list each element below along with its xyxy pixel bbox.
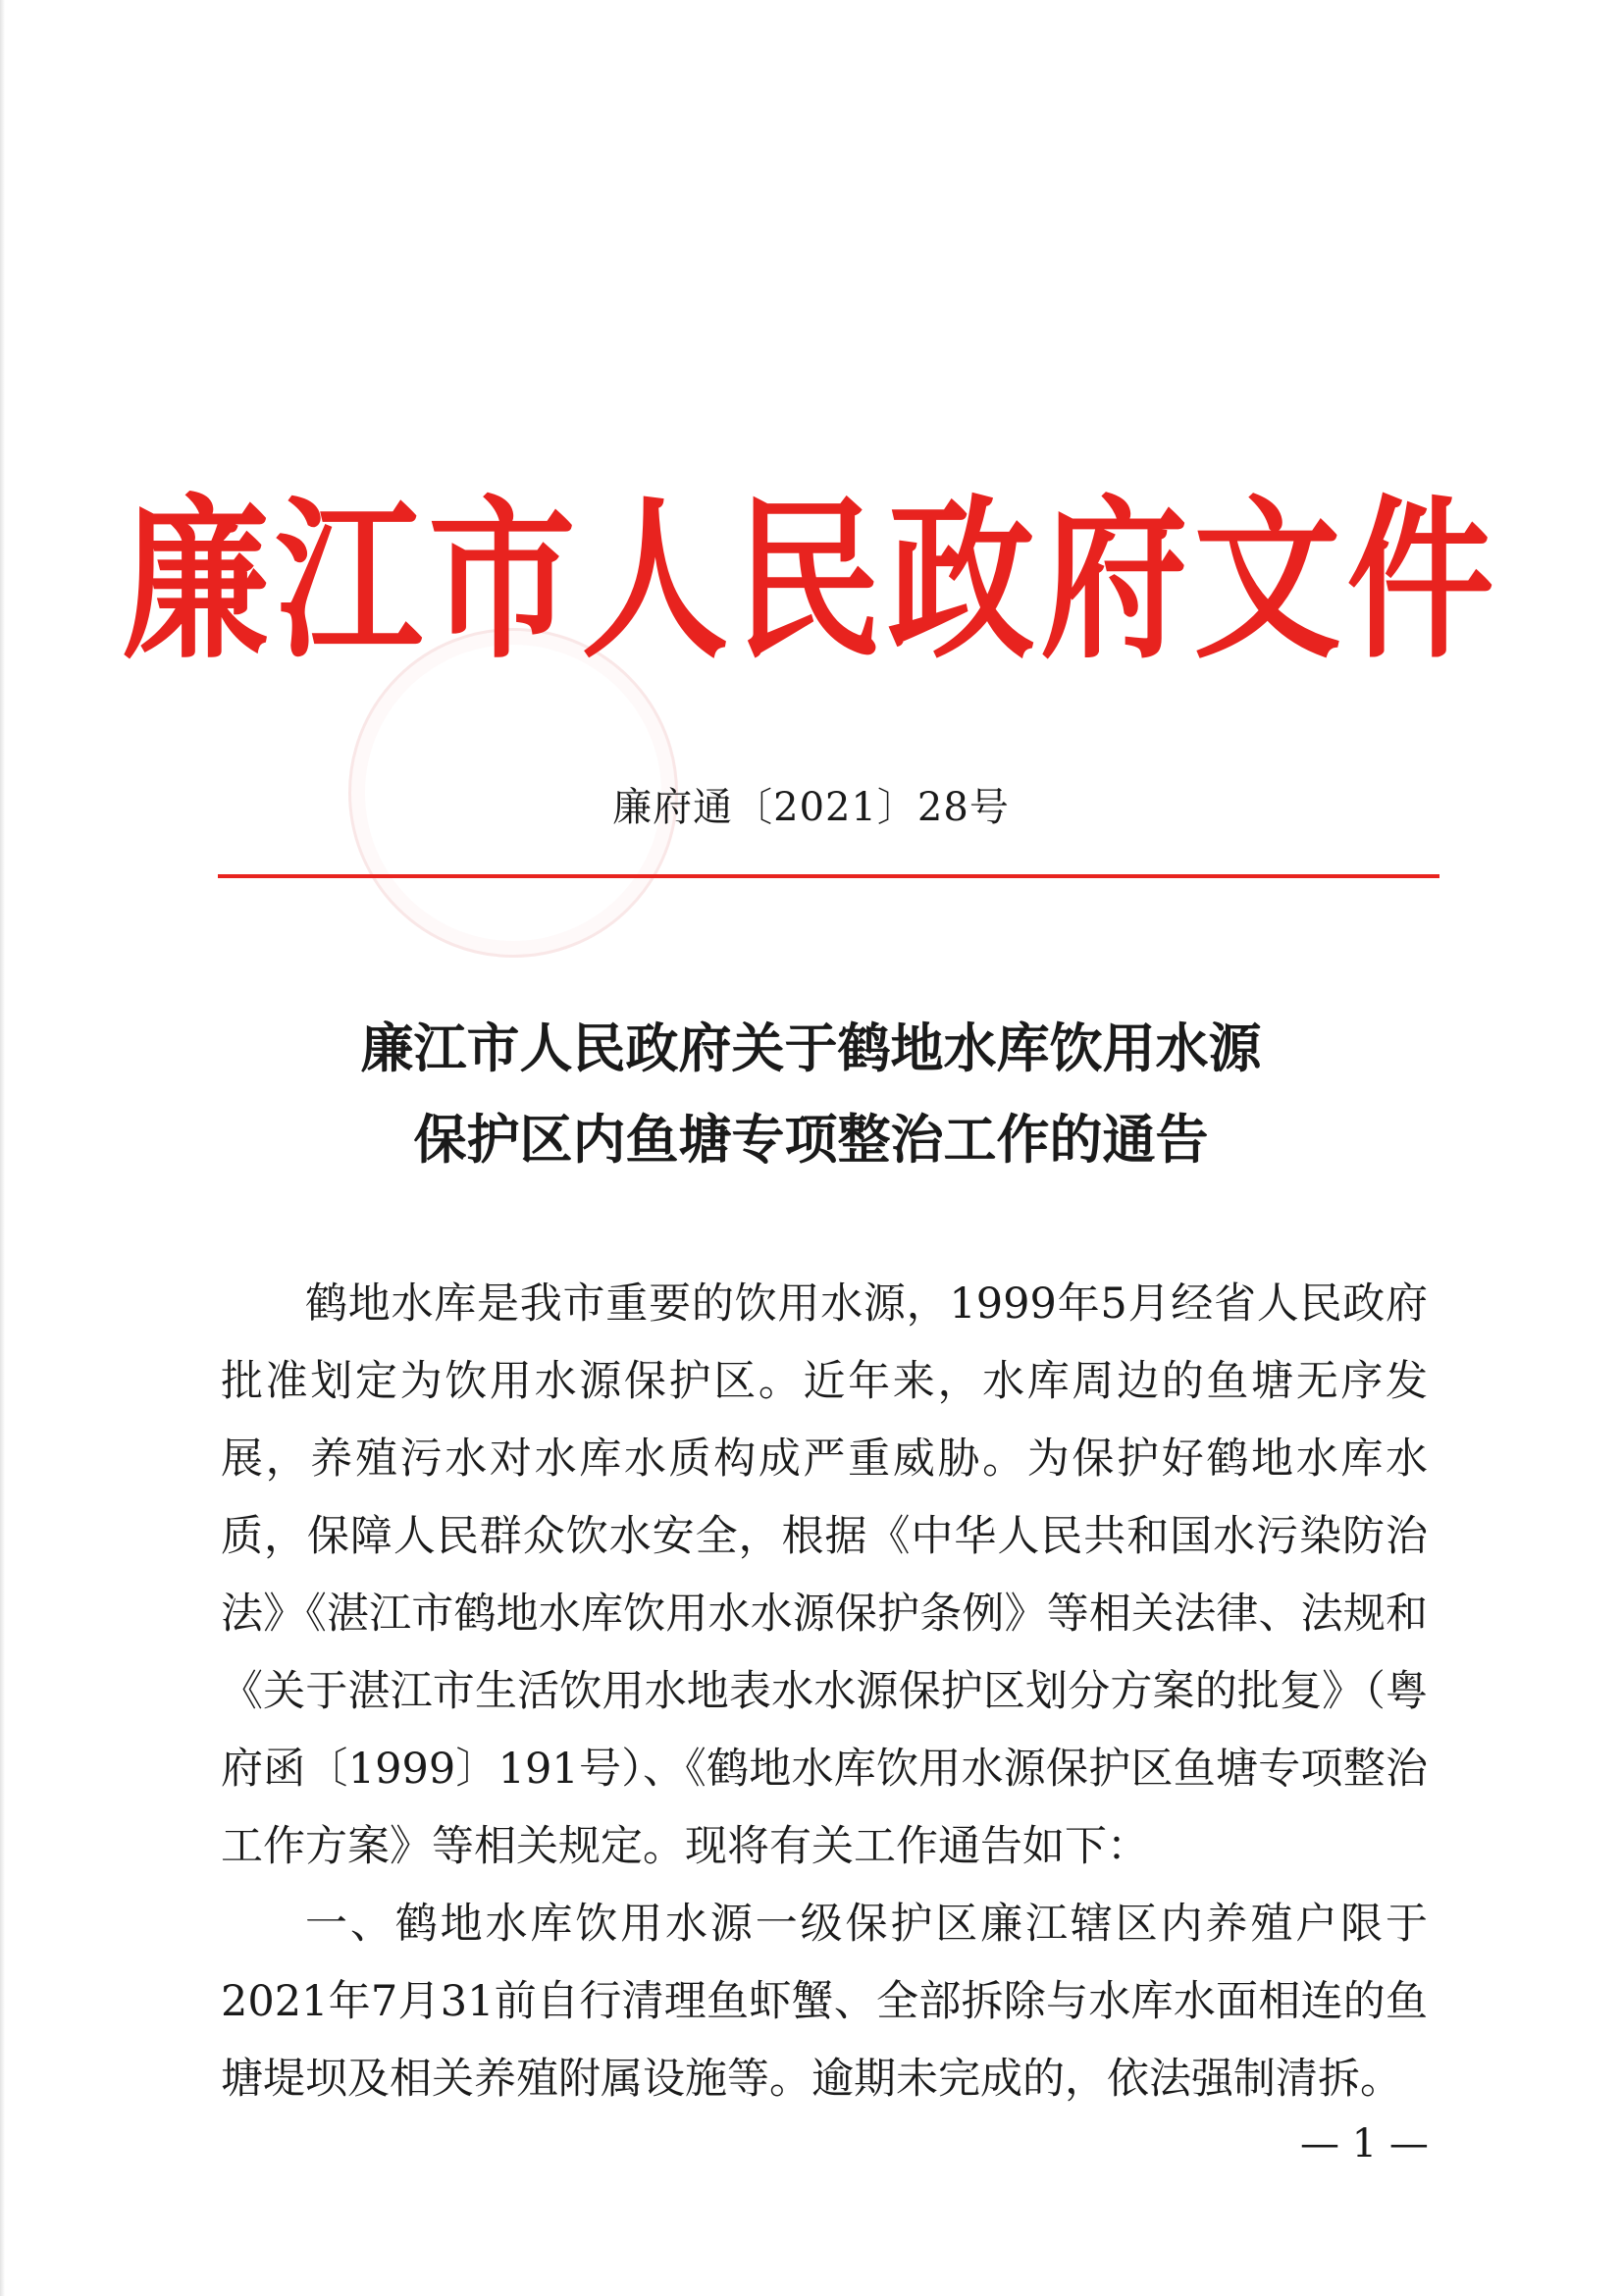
title-line-1: 廉江市人民政府关于鹤地水库饮用水源 [360,1018,1262,1079]
masthead: 廉江市人民政府文件 [122,481,1500,683]
red-divider-line [218,874,1439,878]
title-line-2: 保护区内鱼塘专项整治工作的通告 [413,1109,1209,1171]
document-number: 廉府通〔2021〕28号 [612,785,1010,830]
body-paragraph-intro: 鹤地水库是我市重要的饮用水源，1999年5月经省人民政府批准划定为饮用水源保护区。近年来，水库周边的鱼塘无序发展，养殖污水对水库水质构成严重威胁。为保护好鹤地水库水质，保障人民群众饮水安全，根据《中华人民共和国水污染防治法》《湛江市鹤地水库饮用水水源保护条例》等相关法律、法规和《关于湛江市生活饮用水地表水水源保护区划分方案的批复》（粤府函〔1999〕191号）、《鹤地水库饮用水源保护区鱼塘专项整治工作方案》等相关规定。现将有关工作通告如下： [221,1279,1428,1871]
document-title [0,1003,1622,1185]
document-body [221,1266,1428,2118]
page-number: — 1 — [1300,2121,1429,2166]
body-paragraph-item-1: 一、鹤地水库饮用水源一级保护区廉江辖区内养殖户限于2021年7月31前自行清理鱼虾蟹、全部拆除与水库水面相连的鱼塘堤坝及相关养殖附属设施等。逾期未完成的，依法强制清拆。 [221,1900,1428,2104]
